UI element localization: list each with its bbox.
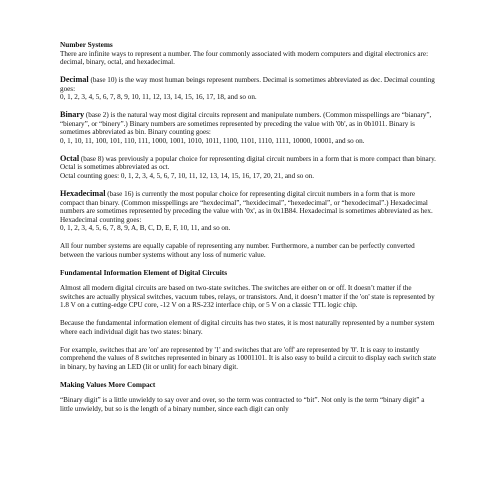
- hexadecimal-text: (base 16) is currently the most popular choice for representing digital circuit numbers in a form that is more compact than binary. (Common misspellings are “hexdecimal”, “hexidecimal”, “hexedecimal”, or “hexodecimal”.) Hexadecimal numbers are sometimes represented by preceding the value with '0x', as in 0x1B84. Hexadecimal is sometimes abbreviated as hex. Hexadecimal counting goes:: [60, 189, 433, 224]
- fundamental-paragraph-2: Because the fundamental information element of digital circuits has two states, it is most naturally represented by a number system where each individual digit has two states: binary.: [60, 319, 435, 336]
- compact-paragraph-1: “Binary digit” is a little unwieldy to say over and over, so the term was contracted to “bit”. Not only is the term “binary digit” a little unwieldy, but so is the length of a binary number, since each digit can only: [60, 396, 425, 414]
- octal-text: (base 8) was previously a popular choice for representing digital circuit numbers in a form that is more compact than binary. Octal is sometimes abbreviated as oct.: [60, 154, 436, 172]
- binary-paragraph: [60, 111, 437, 145]
- decimal-counting: 0, 1, 2, 3, 4, 5, 6, 7, 8, 9, 10, 11, 12, 13, 14, 15, 16, 17, 18, and so on.: [60, 93, 257, 102]
- binary-text: (base 2) is the natural way most digital circuits represent and manipulate numbers. (Common misspellings are “bianary”, “bienary”, or “binery”.) Binary numbers are sometimes represented by preceding the value with '0b', as in 0b1011. Binary is sometimes abbreviated as bin. Binary counting goes:: [60, 111, 432, 137]
- hexadecimal-counting: 0, 1, 2, 3, 4, 5, 6, 7, 8, 9, A, B, C, D, E, F, 10, 11, and so on.: [60, 224, 231, 233]
- decimal-term: Decimal: [60, 75, 89, 85]
- section-heading-compact: Making Values More Compact: [60, 379, 156, 389]
- binary-counting: 0, 1, 10, 11, 100, 101, 110, 111, 1000, 1001, 1010, 1011, 1100, 1101, 1110, 1111, 10000, 10001, and so on.: [60, 136, 365, 145]
- octal-counting: Octal counting goes: 0, 1, 2, 3, 4, 5, 6, 7, 10, 11, 12, 13, 14, 15, 16, 17, 20, 21, and so on.: [60, 172, 315, 181]
- octal-term: Octal: [60, 153, 80, 163]
- octal-paragraph: [60, 155, 437, 181]
- page-title: Number Systems: [60, 40, 113, 49]
- section-heading-fundamental: Fundamental Information Element of Digital Circuits: [60, 267, 228, 277]
- fundamental-paragraph-1: Almost all modern digital circuits are based on two-state switches. The switches are either on or off. It doesn’t matter if the switches are actually physical switches, vacuum tubes, relays, or transistors. And, it doesn’t matter if the 'on' state is represented by 1.8 V on a cutting-edge CPU core, -12 V on a RS-232 interface chip, or 5 V on a classic TTL logic chip.: [60, 284, 435, 310]
- fundamental-paragraph-3: For example, switches that are 'on' are represented by '1' and switches that are 'off' are represented by '0'. It is easy to instantly comprehend the values of 8 switches represented in binary as 10001101. It is also easy to build a circuit to display each switch state in binary, by having an LED (lit or unlit) for each binary digit.: [60, 345, 437, 371]
- binary-term: Binary: [60, 110, 85, 120]
- decimal-paragraph: [60, 76, 437, 102]
- hexadecimal-paragraph: [60, 190, 437, 233]
- hexadecimal-term: Hexadecimal: [60, 188, 106, 198]
- intro-paragraph: There are infinite ways to represent a number. The four commonly associated with modern computers and digital electronics are: decimal, binary, octal, and hexadecimal.: [60, 49, 429, 67]
- decimal-text: (base 10) is the way most human beings represent numbers. Decimal is sometimes abbreviated as dec. Decimal counting goes:: [60, 76, 435, 93]
- summary-paragraph: All four number systems are equally capable of representing any number. Furthermore, a number can be perfectly converted between the various number systems without any loss of numeric value.: [60, 242, 415, 259]
